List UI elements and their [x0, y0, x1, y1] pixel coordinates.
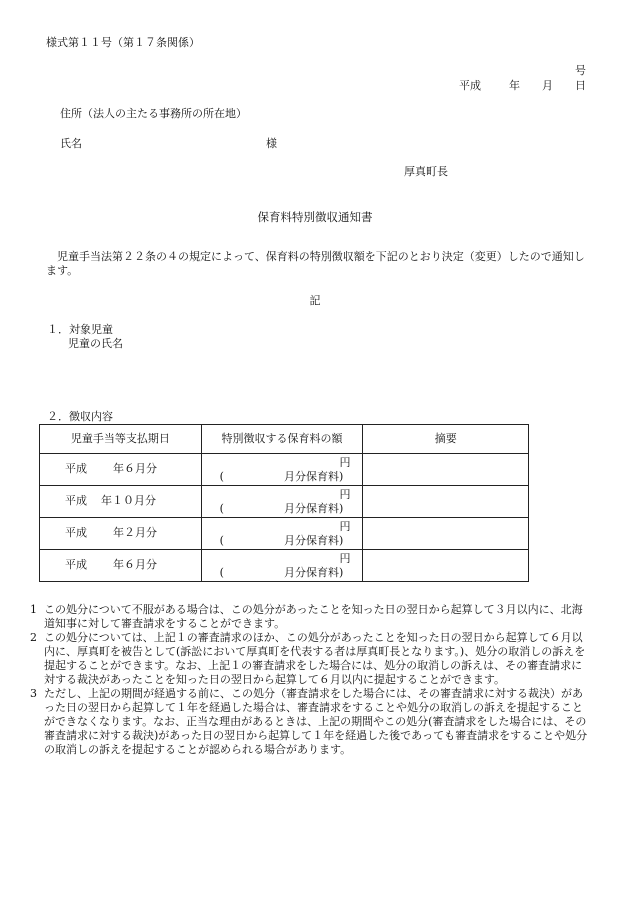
note-item: 2 この処分については、上記１の審査請求のほか、この処分があったことを知った日の翌日から起算して６月以内に、厚真町を被告として(訴訟において厚真町を代表する者は厚真町長となります。)、処分の取消しの訴えを提起することができます。なお、上記１の審査請求をした場合には、処分の取消しの訴えは、その審査請求に対する裁決があったことを知った日の翌日から起算して６月以内に提起することができます。 [30, 631, 586, 686]
remarks-cell [363, 550, 529, 582]
amount-cell: 円 ( 月分保育料) [201, 486, 363, 518]
note-item: 3 ただし、上記の期間が経過する前に、この処分（審査請求をした場合には、その審査請求に対する裁決）があった日の翌日から起算して１年を経過した場合は、審査請求をすることや処分の取消しの訴えを提起することができなくなります。なお、正当な理由があるときは、上記の期間やこの処分(審査請求をした場合には、その審査請求に対する裁決)があった日の翌日から起算して１年を経過した後であっても審査請求をすることや処分の取消しの訴えを提起することが認められる場合があります。 [30, 687, 588, 756]
appeal-notes [30, 603, 592, 757]
note-item: 1 この処分について不服がある場合は、この処分があったことを知った日の翌日から起算して３月以内に、北海道知事に対して審査請求をすることができます。 [30, 603, 583, 630]
amount-cell: 円 ( 月分保育料) [201, 454, 363, 486]
ki-marker: 記 [309, 294, 321, 307]
child-name-label: 児童の氏名 [68, 337, 123, 350]
name-label: 氏名 [60, 137, 82, 150]
payment-date-cell: 平成 年６月分 [40, 454, 202, 486]
header-payment-date: 児童手当等支払期日 [40, 425, 202, 454]
remarks-cell [363, 454, 529, 486]
table-row [40, 454, 529, 486]
date-day: 日 [575, 79, 586, 92]
date-year: 年 [509, 79, 520, 92]
payment-date-cell: 平成 年１０月分 [40, 486, 202, 518]
honorific: 様 [266, 137, 277, 150]
collection-table [39, 424, 529, 582]
issuer: 厚真町長 [404, 165, 448, 178]
header-amount: 特別徴収する保育料の額 [201, 425, 363, 454]
number-label: 号 [575, 64, 586, 77]
amount-cell: 円 ( 月分保育料) [201, 550, 363, 582]
section2-heading: ２．徴収内容 [47, 410, 113, 423]
form-number: 様式第１１号（第１７条関係） [46, 36, 200, 49]
remarks-cell [363, 486, 529, 518]
table-header-row [40, 425, 529, 454]
remarks-cell [363, 518, 529, 550]
document-title: 保育料特別徴収通知書 [257, 210, 373, 224]
header-remarks: 摘要 [363, 425, 529, 454]
table-row [40, 486, 529, 518]
table-row [40, 518, 529, 550]
table-row [40, 550, 529, 582]
address-label: 住所（法人の主たる事務所の所在地） [60, 107, 247, 120]
payment-date-cell: 平成 年６月分 [40, 550, 202, 582]
intro-text: 児童手当法第２２条の４の規定によって、保育料の特別徴収額を下記のとおり決定（変更）したので通知します。 [46, 250, 585, 278]
payment-date-cell: 平成 年２月分 [40, 518, 202, 550]
issue-date [459, 79, 586, 93]
amount-cell: 円 ( 月分保育料) [201, 518, 363, 550]
section1-heading: １．対象児童 [47, 323, 113, 336]
date-era: 平成 [459, 79, 481, 92]
date-month: 月 [542, 79, 553, 92]
